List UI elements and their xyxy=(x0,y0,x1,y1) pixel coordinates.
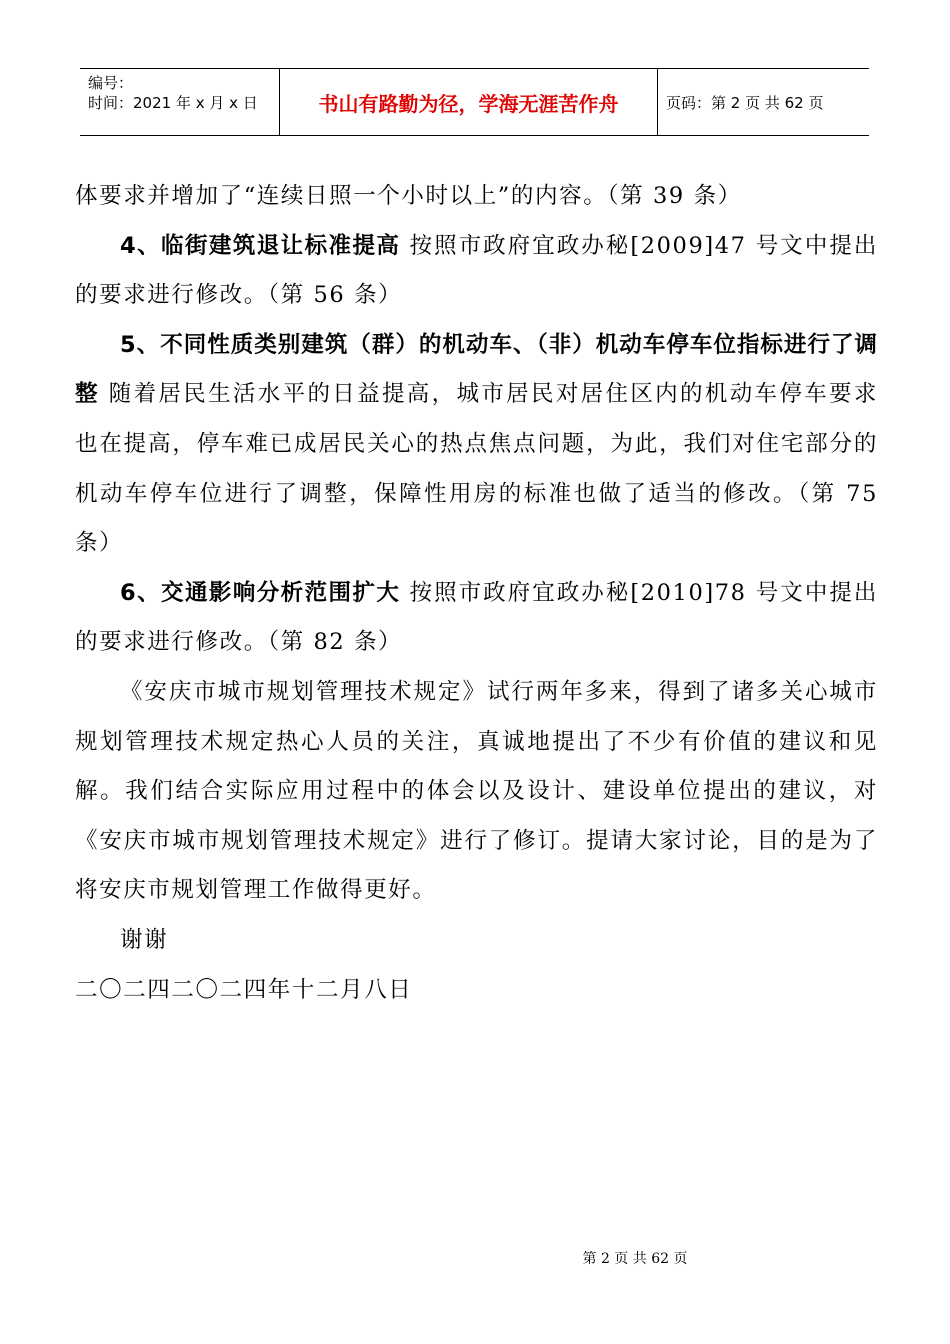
item-4-body: 按照市政府宜政办秘[2009]47 号文中提出的要求进行修改。（第 56 条） xyxy=(75,232,879,309)
header-meta xyxy=(80,69,280,135)
paragraph-1: 体要求并增加了“连续日照一个小时以上”的内容。（第 39 条） xyxy=(75,183,742,209)
item-4-title: 4、临街建筑退让标准提高 xyxy=(120,232,401,259)
header-motto: 书山有路勤为径，学海无涯苦作舟 xyxy=(280,69,658,135)
paragraph-2 xyxy=(75,222,878,321)
time-label: 时间：2021 年 x 月 x 日 xyxy=(88,94,258,112)
item-6-body: 按照市政府宜政办秘[2010]78 号文中提出的要求进行修改。（第 82 条） xyxy=(75,579,879,656)
page-footer: 第 2 页 共 62 页 xyxy=(582,1251,688,1267)
header-page-info: 页码：第 2 页 共 62 页 xyxy=(666,93,824,112)
number-label: 编号： xyxy=(88,74,134,92)
document-body xyxy=(75,172,878,1015)
paragraph-4 xyxy=(75,569,878,668)
paragraph-5: 《安庆市城市规划管理技术规定》试行两年多来，得到了诸多关心城市规划管理技术规定热心人员的关注，真诚地提出了不少有价值的建议和见解。我们结合实际应用过程中的体会以及设计、建设单位提出的建议，对《安庆市城市规划管理技术规定》进行了修订。提请大家讨论，目的是为了将安庆市规划管理工作做得更好。 xyxy=(75,678,878,904)
item-5-body: 随着居民生活水平的日益提高，城市居民对居住区内的机动车停车要求也在提高，停车难已成居民关心的热点焦点问题，为此，我们对住宅部分的机动车停车位进行了调整，保障性用房的标准也做了适当的修改。（第 75 条） xyxy=(75,381,878,557)
paragraph-3 xyxy=(75,321,878,569)
thanks-line: 谢谢 xyxy=(120,926,169,953)
item-5-title: 5、不同性质类别建筑（群）的机动车、（非）机动车停车位指标进行了调整 xyxy=(75,331,878,408)
date-line: 二〇二四二〇二四年十二月八日 xyxy=(75,976,413,1003)
item-6-title: 6、交通影响分析范围扩大 xyxy=(120,579,401,606)
document-header xyxy=(80,68,869,136)
